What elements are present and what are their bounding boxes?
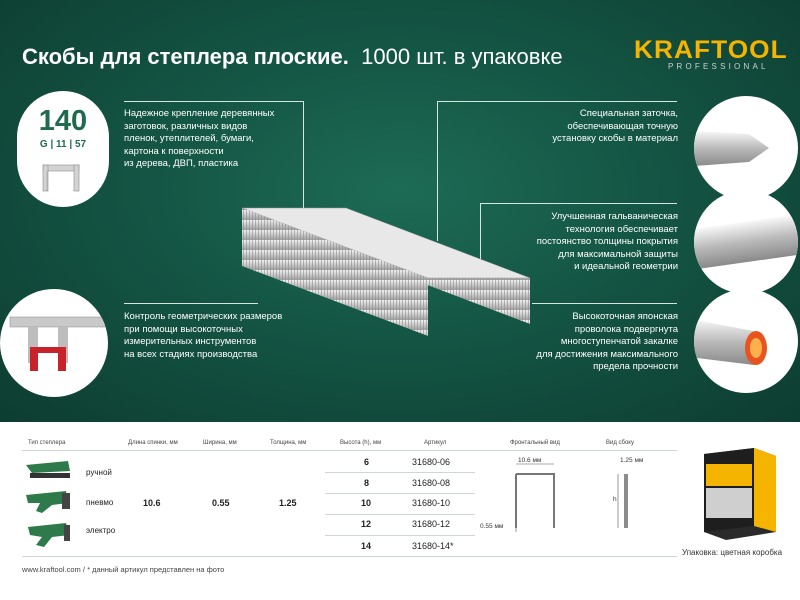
electric-stapler-icon [28,523,70,547]
stapler-icons [22,455,82,555]
logo-name: KRAFTOOL [634,36,788,64]
length-value: 10.6 [143,498,161,508]
badge-spec: G | 11 | 57 [39,139,87,150]
row-divider [325,493,475,494]
th-thickness: Толщина, мм [270,440,307,446]
sharpened-tip-image [694,96,798,200]
feature-galvanic: Улучшенная гальваническая технология обеспечивает постоянство толщины покрытия для максимальной защиты и идеальной геометрии [536,211,678,272]
caliper-image [0,289,108,397]
stapler-type-pneumatic: пневмо [86,498,114,507]
packaging-box-image [694,444,782,544]
front-length-dim: 10.6 мм [518,457,542,464]
staple-type-badge [17,91,109,207]
side-view-diagram [600,452,660,537]
height-14: 14 [361,541,372,551]
feature-fastening: Надежное крепление деревянных заготовок, различных видов пленок, утеплителей, бумаги, картона к поверхности из дерева, ДВП, пластика [124,108,275,169]
table-bottom-divider [22,556,677,557]
feature-geometry-control: Контроль геометрических размеров при помощи высокоточных измерительных инструментов на всех стадиях производства [124,311,283,360]
wire-cross-section-image [694,289,798,393]
thickness-value: 1.25 [279,498,297,508]
th-front-view: Фронтальный вид [510,440,560,446]
height-10: 10 [361,498,372,508]
staples-strip-image [240,200,540,345]
row-divider [325,472,475,473]
leader-line [124,101,304,102]
badge-type-number: 140 [38,105,88,137]
galvanic-rod-image [694,190,798,294]
stapler-type-manual: ручной [86,468,112,477]
height-8: 8 [364,478,370,488]
packaging-caption: Упаковка: цветная коробка [682,548,783,557]
manual-stapler-icon [26,461,70,478]
staple-pack-icon [39,161,87,197]
article-14: 31680-14* [412,541,454,551]
stapler-type-electric: электро [86,526,116,535]
header-divider [22,450,677,451]
footer-site: www.kraftool.com [22,565,81,574]
front-width-dim: 0.55 мм [480,523,504,530]
article-12: 31680-12 [412,519,451,529]
logo-subtitle: PROFESSIONAL [668,62,769,71]
footer-asterisk-note: * данный артикул представлен на фото [87,565,225,574]
th-side-view: Вид сбоку [606,440,634,446]
width-value: 0.55 [212,498,230,508]
th-stapler-type: Тип степлера [28,440,66,446]
height-6: 6 [364,457,370,467]
article-10: 31680-10 [412,498,451,508]
feature-japanese-wire: Высокоточная японская проволока подвергнута многоступенчатой закалке для достижения максимального предела прочности [536,311,678,372]
footer-note [22,565,224,574]
th-height: Высота (h), мм [340,440,382,446]
footer-separator: / [82,565,85,574]
leader-line [532,303,677,304]
row-divider [325,535,475,536]
th-article: Артикул [424,440,447,446]
page-title: Скобы для степлера плоские. 1000 шт. в упаковке [22,44,563,69]
height-12: 12 [361,519,372,529]
feature-sharpening: Специальная заточка, обеспечивающая точную установку скобы в материал [552,108,678,144]
article-08: 31680-08 [412,478,451,488]
side-thickness-dim: 1.25 мм [620,457,644,464]
row-divider [325,514,475,515]
pneumatic-stapler-icon [26,491,70,513]
side-height-dim: h [613,496,617,503]
th-length: Длина спинки, мм [128,440,178,446]
leader-line [124,303,258,304]
th-width: Ширина, мм [203,440,237,446]
kraftool-logo [634,36,788,71]
leader-line [437,101,677,102]
article-06: 31680-06 [412,457,451,467]
